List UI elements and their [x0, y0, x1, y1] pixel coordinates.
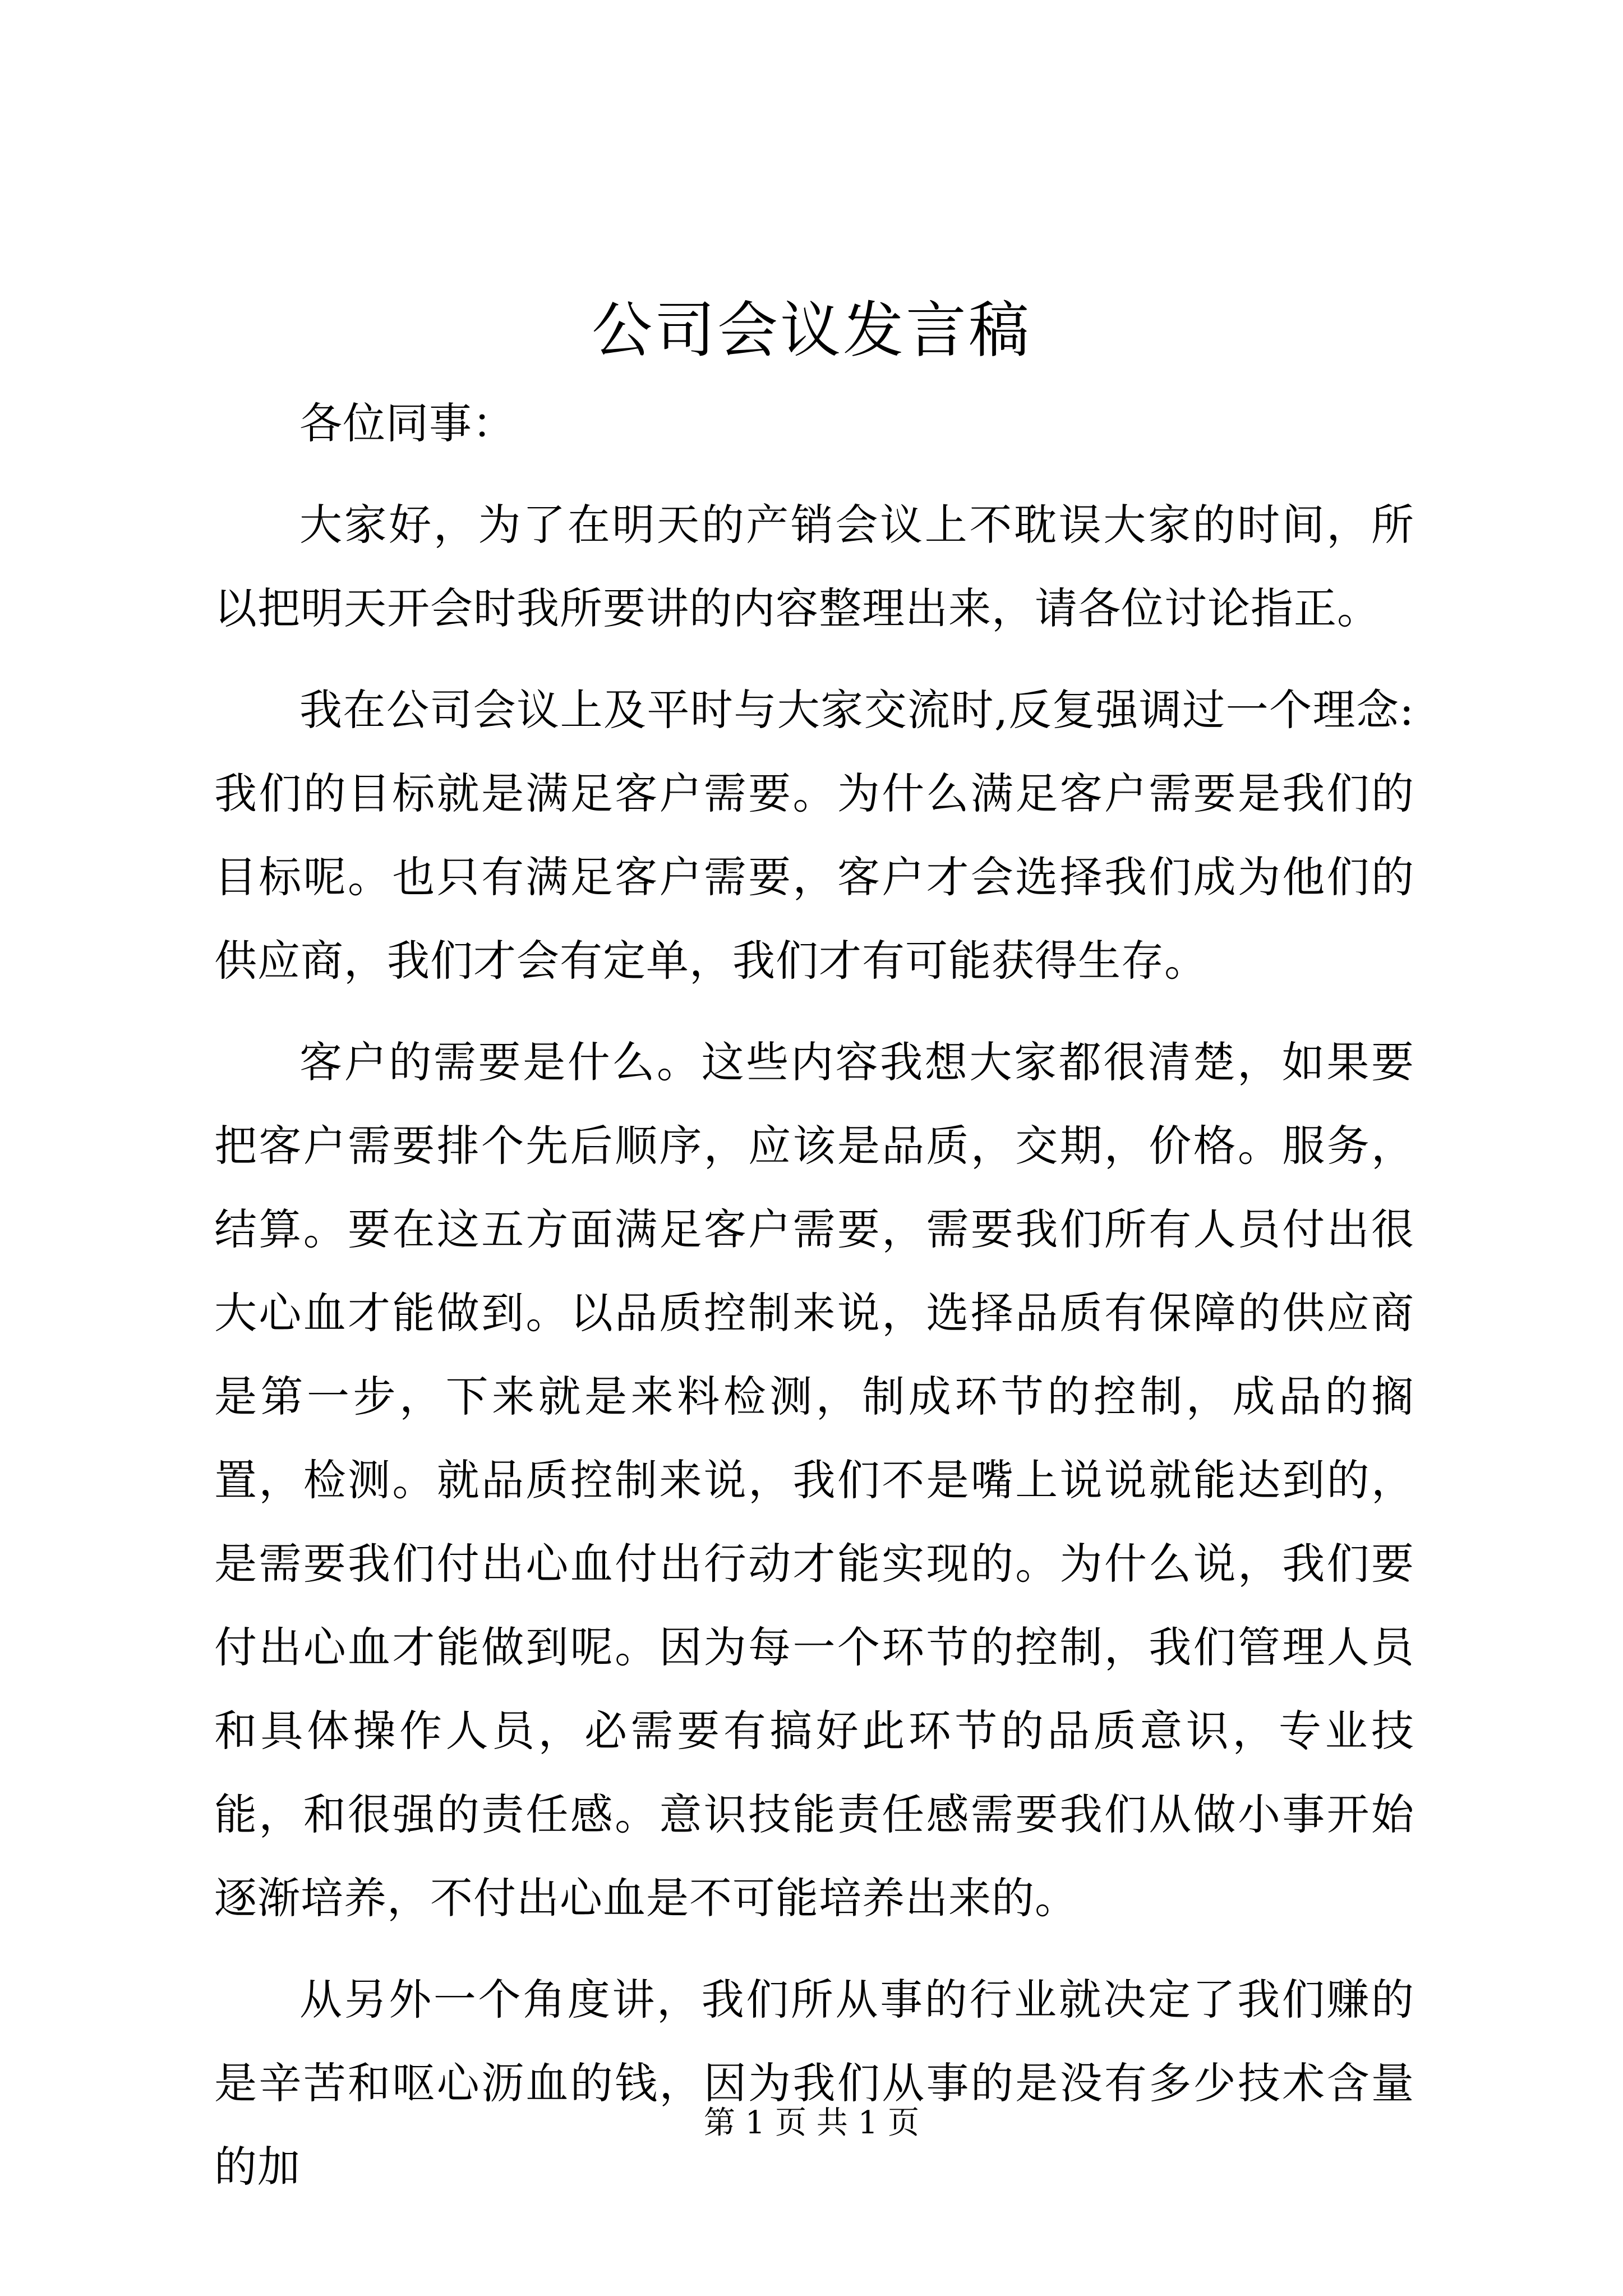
document-body: [214, 381, 1414, 2208]
paragraph-3: 客户的需要是什么。这些内容我想大家都很清楚，如果要把客户需要排个先后顺序，应该是品质，交期，价格。服务，结算。要在这五方面满足客户需要，需要我们所有人员付出很大心血才能做到。以品质控制来说，选择品质有保障的供应商是第一步，下来就是来料检测，制成环节的控制，成品的搁置，检测。就品质控制来说，我们不是嘴上说说就能达到的，是需要我们付出心血付出行动才能实现的。为什么说，我们要付出心血才能做到呢。因为每一个环节的控制，我们管理人员和具体操作人员，必需要有搞好此环节的品质意识，专业技能，和很强的责任感。意识技能责任感需要我们从做小事开始逐渐培养，不付出心血是不可能培养出来的。: [214, 1037, 1414, 1923]
document-title: 公司会议发言稿: [591, 296, 1031, 366]
paragraph-4: 从另外一个角度讲，我们所从事的行业就决定了我们赚的是辛苦和呕心沥血的钱，因为我们从事的是没有多少技术含量的加: [214, 1975, 1414, 2192]
salutation: 各位同事：: [299, 398, 515, 448]
page-footer: 第 1 页 共 1 页: [703, 2105, 920, 2141]
paragraph-1: 大家好，为了在明天的产销会议上不耽误大家的时间，所以把明天开会时我所要讲的内容整理出来，请各位讨论指正。: [214, 500, 1414, 633]
paragraph-2: 我在公司会议上及平时与大家交流时,反复强调过一个理念:我们的目标就是满足客户需要。为什么满足客户需要是我们的目标呢。也只有满足客户需要，客户才会选择我们成为他们的供应商，我们才会有定单，我们才有可能获得生存。: [214, 685, 1414, 986]
